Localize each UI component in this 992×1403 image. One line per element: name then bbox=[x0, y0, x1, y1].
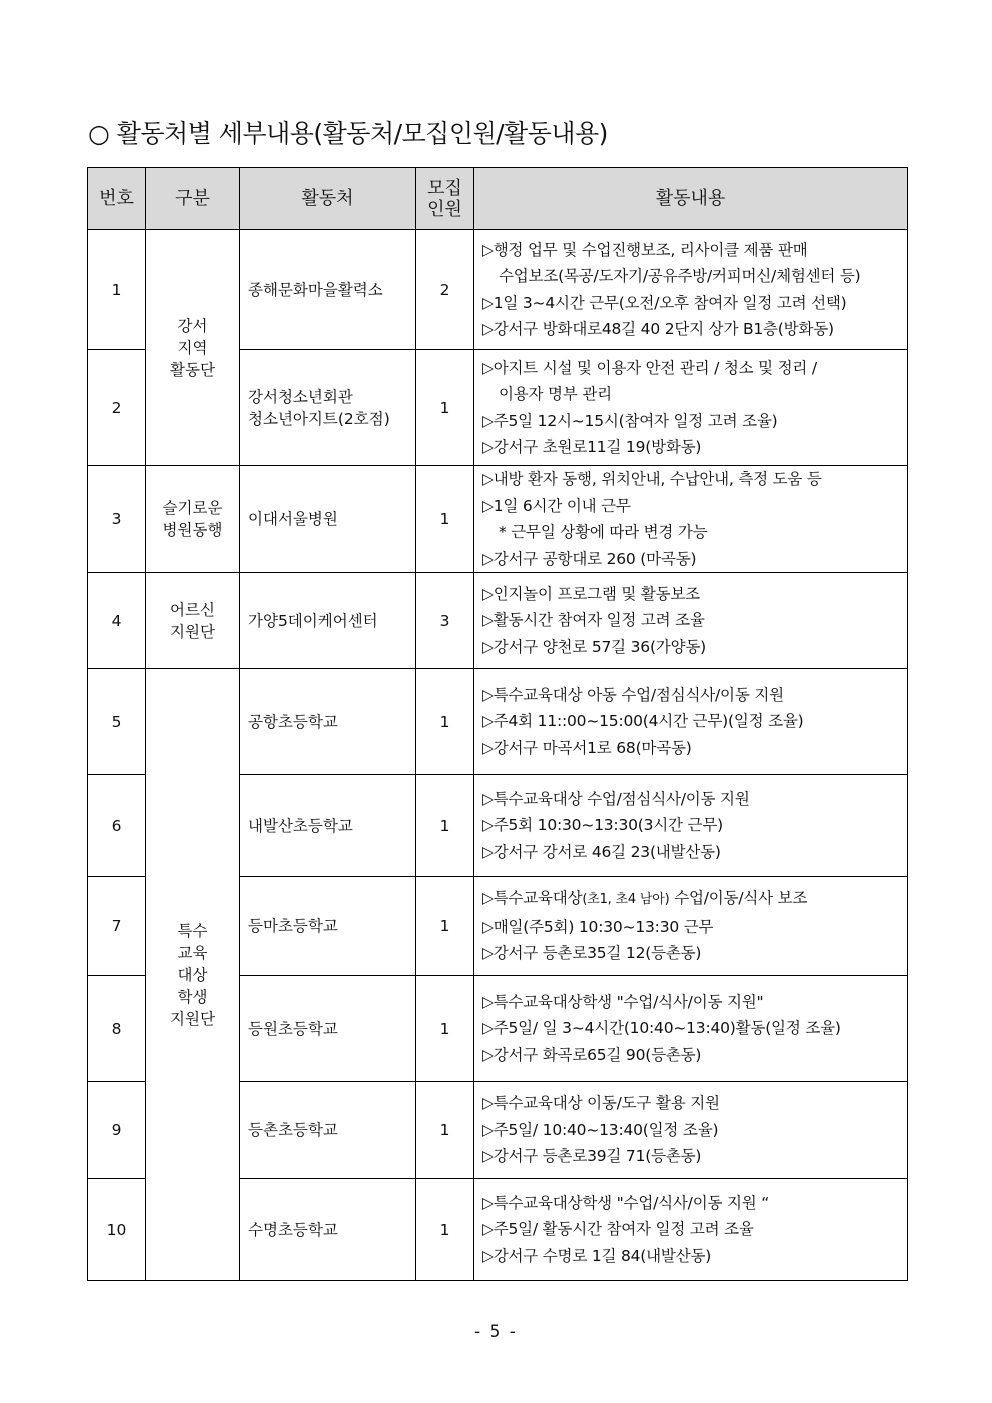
row-number: 1 bbox=[88, 230, 146, 350]
recruit-count: 3 bbox=[416, 573, 474, 669]
content-text: ▷아지트 시설 및 이용자 안전 관리 / 청소 및 정리 / bbox=[482, 358, 817, 377]
section-title: ○ 활동처별 세부내용(활동처/모집인원/활동내용) bbox=[88, 119, 608, 148]
activity-content bbox=[474, 350, 908, 466]
content-text: ▷주5일/ 10:40~13:40(일정 조율) bbox=[482, 1120, 719, 1139]
content-line bbox=[482, 708, 903, 735]
header-recruit-line: 모집 bbox=[427, 177, 462, 199]
category-label-line: 지원단 bbox=[170, 622, 215, 641]
header-recruit-line: 인원 bbox=[427, 198, 462, 220]
content-text: ▷강서구 수명로 1길 84(내발산동) bbox=[482, 1246, 712, 1265]
category-label-line: 강서 bbox=[177, 316, 208, 335]
content-line bbox=[482, 1143, 903, 1170]
recruit-count: 1 bbox=[416, 466, 474, 573]
activity-content bbox=[474, 573, 908, 669]
content-text: ▷강서구 화곡로65길 90(등촌동) bbox=[482, 1045, 702, 1064]
content-text: ▷강서구 방화대로48길 40 2단지 상가 B1층(방화동) bbox=[482, 320, 834, 338]
content-line bbox=[482, 466, 903, 493]
content-line bbox=[482, 914, 903, 941]
content-line bbox=[482, 1190, 903, 1217]
content-line bbox=[482, 493, 903, 520]
place-name-line: 가양5데이케어센터 bbox=[248, 611, 378, 630]
place-name-line: 수명초등학교 bbox=[248, 1220, 338, 1239]
content-line bbox=[482, 1243, 903, 1270]
category-cell bbox=[146, 669, 240, 1281]
category-cell bbox=[146, 573, 240, 669]
recruit-count: 2 bbox=[416, 230, 474, 350]
content-line bbox=[482, 940, 903, 967]
content-line bbox=[482, 316, 903, 343]
category-label-line: 교육 bbox=[177, 943, 208, 962]
table-row bbox=[88, 669, 908, 775]
recruit-count: 1 bbox=[416, 1082, 474, 1179]
content-line bbox=[482, 1090, 903, 1117]
header-no: 번호 bbox=[88, 168, 146, 230]
category-cell bbox=[146, 466, 240, 573]
header-recruit bbox=[416, 168, 474, 230]
category-label-line: 지원단 bbox=[170, 1009, 215, 1028]
content-text: ▷강서구 등촌로39길 71(등촌동) bbox=[482, 1147, 702, 1166]
place-name-line: 청소년아지트(2호점) bbox=[248, 409, 390, 428]
content-text: ▷행정 업무 및 수업진행보조, 리사이클 제품 판매 bbox=[482, 240, 808, 259]
content-text: ▷1일 3~4시간 근무(오전/오후 참여자 일정 고려 선택) bbox=[482, 293, 847, 312]
content-line bbox=[482, 263, 903, 290]
content-text: ▷특수교육대상 bbox=[482, 889, 583, 908]
content-text: ▷주5일/ 활동시간 참여자 일정 고려 조율 bbox=[482, 1220, 754, 1239]
header-place: 활동처 bbox=[240, 168, 416, 230]
category-cell bbox=[146, 230, 240, 466]
place-cell bbox=[240, 466, 416, 573]
place-cell bbox=[240, 976, 416, 1082]
place-cell bbox=[240, 1179, 416, 1281]
content-line bbox=[482, 546, 903, 573]
place-name-line: 이대서울병원 bbox=[248, 510, 338, 528]
content-text: ▷내방 환자 동행, 위치안내, 수납안내, 측정 도움 등 bbox=[482, 470, 822, 488]
row-number: 4 bbox=[88, 573, 146, 669]
content-text: ▷특수교육대상학생 "수업/식사/이동 지원" bbox=[482, 992, 764, 1011]
row-number: 9 bbox=[88, 1082, 146, 1179]
place-name-line: 등원초등학교 bbox=[248, 1019, 338, 1038]
row-number: 2 bbox=[88, 350, 146, 466]
content-line bbox=[482, 1015, 903, 1042]
place-name-line: 내발산초등학교 bbox=[248, 816, 353, 835]
content-line bbox=[482, 989, 903, 1016]
recruit-count: 1 bbox=[416, 1179, 474, 1281]
content-line bbox=[482, 607, 903, 634]
content-text: ▷강서구 등촌로35길 12(등촌동) bbox=[482, 944, 702, 963]
content-line bbox=[482, 1042, 903, 1069]
content-text: * 근무일 상황에 따라 변경 가능 bbox=[499, 523, 708, 541]
content-text: ▷활동시간 참여자 일정 고려 조율 bbox=[482, 611, 705, 630]
content-line bbox=[482, 812, 903, 839]
content-line bbox=[482, 1216, 903, 1243]
content-line bbox=[482, 786, 903, 813]
activity-content bbox=[474, 1179, 908, 1281]
category-label-line: 슬기로운 bbox=[162, 499, 223, 517]
content-line bbox=[482, 682, 903, 709]
content-text: ▷매일(주5회) 10:30~13:30 근무 bbox=[482, 917, 714, 936]
activity-content bbox=[474, 775, 908, 877]
content-line bbox=[482, 434, 903, 461]
category-label-line: 지역 bbox=[177, 338, 208, 357]
place-cell bbox=[240, 877, 416, 976]
page-number: - 5 - bbox=[474, 1322, 518, 1342]
content-line bbox=[482, 839, 903, 866]
row-number: 10 bbox=[88, 1179, 146, 1281]
place-cell bbox=[240, 775, 416, 877]
content-text: ▷강서구 초원로11길 19(방화동) bbox=[482, 438, 702, 456]
row-number: 5 bbox=[88, 669, 146, 775]
recruit-count: 1 bbox=[416, 350, 474, 466]
table-row bbox=[88, 573, 908, 669]
place-name-line: 공항초등학교 bbox=[248, 712, 338, 731]
header-category: 구분 bbox=[146, 168, 240, 230]
content-line bbox=[482, 634, 903, 661]
category-label-line: 병원동행 bbox=[162, 521, 223, 539]
row-number: 6 bbox=[88, 775, 146, 877]
content-text: 이용자 명부 관리 bbox=[499, 385, 612, 403]
content-text: ▷특수교육대상 이동/도구 활용 지원 bbox=[482, 1094, 720, 1113]
category-label-line: 활동단 bbox=[170, 360, 215, 379]
activity-content bbox=[474, 669, 908, 775]
table-row bbox=[88, 466, 908, 573]
activity-content bbox=[474, 877, 908, 976]
content-line bbox=[482, 885, 903, 914]
content-line bbox=[482, 519, 903, 546]
content-note: (초1, 초4 남아) bbox=[582, 892, 670, 908]
recruit-count: 1 bbox=[416, 976, 474, 1082]
content-text: ▷특수교육대상학생 "수업/식사/이동 지원 “ bbox=[482, 1193, 770, 1212]
row-number: 3 bbox=[88, 466, 146, 573]
content-text: ▷강서구 공항대로 260 (마곡동) bbox=[482, 549, 697, 568]
place-name-line: 종해문화마을활력소 bbox=[248, 280, 383, 299]
content-text: ▷주5회 10:30~13:30(3시간 근무) bbox=[482, 816, 723, 835]
recruit-count: 1 bbox=[416, 775, 474, 877]
content-text: ▷강서구 양천로 57길 36(가양동) bbox=[482, 637, 706, 656]
recruit-count: 1 bbox=[416, 669, 474, 775]
place-cell bbox=[240, 230, 416, 350]
row-number: 7 bbox=[88, 877, 146, 976]
place-name-line: 강서청소년회관 bbox=[248, 387, 353, 406]
content-text: ▷강서구 강서로 46길 23(내발산동) bbox=[482, 842, 721, 861]
content-line bbox=[482, 355, 903, 382]
content-line bbox=[482, 381, 903, 408]
header-content: 활동내용 bbox=[474, 168, 908, 230]
content-text: 수업보조(목공/도자기/공유주방/커피머신/체험센터 등) bbox=[499, 267, 861, 285]
place-name-line: 등마초등학교 bbox=[248, 917, 338, 935]
content-line bbox=[482, 735, 903, 762]
content-text: ▷특수교육대상 수업/점심식사/이동 지원 bbox=[482, 789, 750, 808]
category-label-line: 학생 bbox=[177, 987, 208, 1006]
activity-table bbox=[87, 167, 908, 1281]
activity-content bbox=[474, 976, 908, 1082]
category-label-line: 특수 bbox=[177, 921, 208, 940]
content-line bbox=[482, 290, 903, 317]
content-text: ▷주5일 12시~15시(참여자 일정 고려 조율) bbox=[482, 411, 778, 430]
recruit-count: 1 bbox=[416, 877, 474, 976]
place-cell bbox=[240, 573, 416, 669]
category-label-line: 대상 bbox=[177, 965, 208, 984]
category-label-line: 어르신 bbox=[170, 600, 215, 619]
place-cell bbox=[240, 1082, 416, 1179]
content-text: ▷주5일/ 일 3~4시간(10:40~13:40)활동(일정 조율) bbox=[482, 1019, 841, 1038]
activity-content bbox=[474, 230, 908, 350]
place-cell bbox=[240, 669, 416, 775]
table-row bbox=[88, 230, 908, 350]
content-line bbox=[482, 237, 903, 264]
activity-content bbox=[474, 466, 908, 573]
content-text: ▷강서구 마곡서1로 68(마곡동) bbox=[482, 738, 692, 757]
content-text: ▷인지놀이 프로그램 및 활동보조 bbox=[482, 584, 700, 603]
content-line bbox=[482, 1117, 903, 1144]
content-text: ▷특수교육대상 아동 수업/점심식사/이동 지원 bbox=[482, 685, 784, 704]
content-text-after: 수업/이동/식사 보조 bbox=[669, 889, 808, 908]
content-line bbox=[482, 581, 903, 608]
place-cell bbox=[240, 350, 416, 466]
activity-content bbox=[474, 1082, 908, 1179]
content-text: ▷주4회 11::00~15:00(4시간 근무)(일정 조율) bbox=[482, 712, 804, 731]
content-text: ▷1일 6시간 이내 근무 bbox=[482, 496, 631, 515]
table-header-row bbox=[88, 168, 908, 230]
place-name-line: 등촌초등학교 bbox=[248, 1121, 338, 1139]
content-line bbox=[482, 408, 903, 435]
row-number: 8 bbox=[88, 976, 146, 1082]
